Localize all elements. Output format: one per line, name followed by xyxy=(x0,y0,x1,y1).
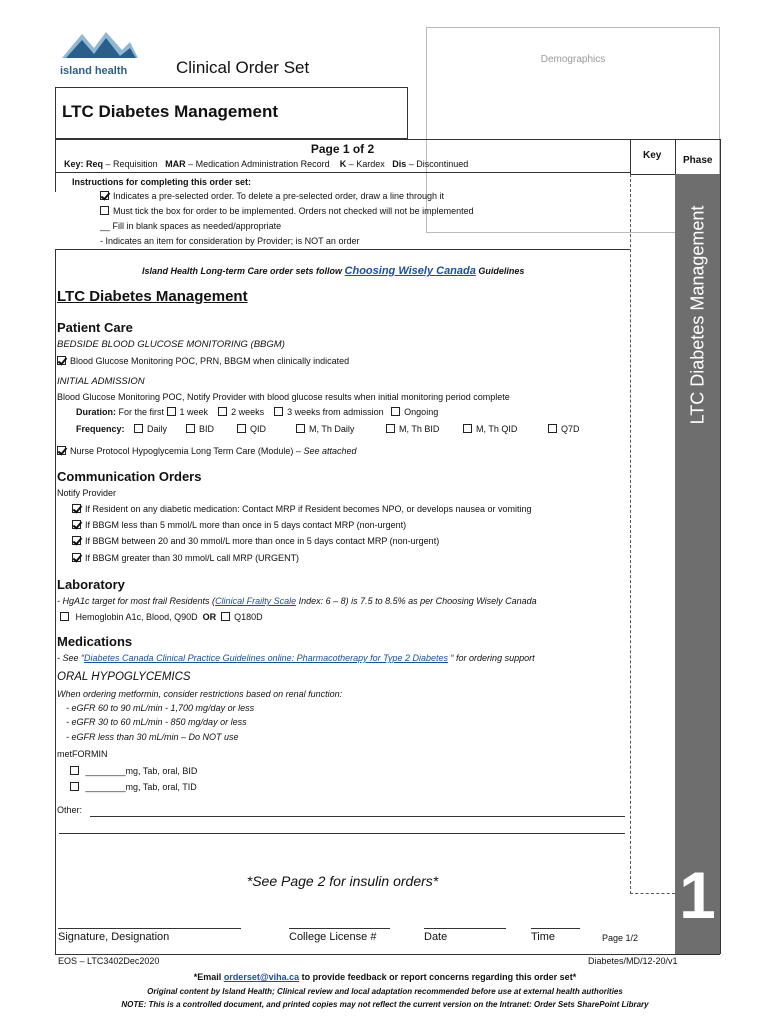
laboratory-title: Laboratory xyxy=(57,577,125,592)
duration-3-weeks: 3 weeks from admission xyxy=(287,407,384,417)
instruction-2-text: Must tick the box for order to be implemented. Orders not checked will not be implemented xyxy=(113,206,474,216)
egfr-2: - eGFR 30 to 60 mL/min - 850 mg/day or less xyxy=(66,717,247,727)
date-line[interactable] xyxy=(424,928,506,929)
comm-item-2[interactable] xyxy=(72,520,406,530)
preselected-checkbox-icon xyxy=(100,191,109,200)
comm-item-2-text: If BBGM less than 5 mmol/L more than once in 5 days contact MRP (non-urgent) xyxy=(85,520,407,530)
comm-item-4-text: If BBGM greater than 30 mmol/L call MRP (URGENT) xyxy=(85,553,300,563)
lab-or: OR xyxy=(202,612,217,622)
instruction-3: __ Fill in blank spaces as needed/appropriate xyxy=(100,221,282,231)
phase-column-header: Phase xyxy=(683,155,713,166)
comm-item-4[interactable] xyxy=(72,553,299,563)
key-dis-desc: – Discontinued xyxy=(406,159,469,169)
page-indicator: Page 1 of 2 xyxy=(310,142,375,156)
duration-2-weeks-checkbox[interactable] xyxy=(218,407,227,416)
duration-label: Duration: xyxy=(76,407,116,417)
metformin-tid-checkbox[interactable] xyxy=(70,782,79,791)
patient-care-title: Patient Care xyxy=(57,320,133,335)
metformin-bid-text: ________mg, Tab, oral, BID xyxy=(85,766,198,776)
form-code: Diabetes/MD/12-20/v1 xyxy=(588,956,678,966)
lab-order-a: Hemoglobin A1c, Blood, Q90D xyxy=(75,612,198,622)
time-label: Time xyxy=(531,931,556,943)
key-label: Key: xyxy=(64,159,84,169)
signature-label: Signature, Designation xyxy=(58,931,170,943)
key-mar-desc: – Medication Administration Record xyxy=(185,159,330,169)
other-line-1[interactable] xyxy=(90,816,625,817)
other-line-2[interactable] xyxy=(59,833,625,834)
bbgm-order-text: Blood Glucose Monitoring POC, PRN, BBGM when clinically indicated xyxy=(70,356,350,366)
hba1c-q180d-checkbox[interactable] xyxy=(221,612,230,621)
comm-checkbox-2[interactable] xyxy=(72,520,81,529)
protocol-order[interactable] xyxy=(57,446,356,456)
date-label: Date xyxy=(424,931,448,943)
island-health-logo xyxy=(60,28,140,78)
initial-admission-title: INITIAL ADMISSION xyxy=(57,376,145,387)
signature-line[interactable] xyxy=(58,928,241,929)
side-divider-key xyxy=(630,139,631,174)
freq-bid-text: BID xyxy=(199,424,215,434)
freq-qid-text: QID xyxy=(250,424,267,434)
demographics-label: Demographics xyxy=(540,54,606,65)
oral-hypoglycemics-title: ORAL HYPOGLYCEMICS xyxy=(57,671,191,683)
eos-code: EOS – LTC3402Dec2020 xyxy=(58,956,160,966)
bbgm-title: BEDSIDE BLOOD GLUCOSE MONITORING (BBGM) xyxy=(57,339,285,350)
empty-checkbox-icon xyxy=(100,206,109,215)
instruction-1 xyxy=(100,191,444,201)
duration-3-weeks-checkbox[interactable] xyxy=(274,407,283,416)
med-see-suffix: “ for ordering support xyxy=(448,653,535,663)
freq-q7d-text: Q7D xyxy=(561,424,580,434)
key-mar: MAR xyxy=(165,159,186,169)
bbgm-order[interactable] xyxy=(57,356,349,366)
duration-1-week-checkbox[interactable] xyxy=(167,407,176,416)
section-title: LTC Diabetes Management xyxy=(57,288,248,305)
clinical-frailty-scale-link[interactable]: Clinical Frailty Scale xyxy=(215,596,297,606)
freq-mth-bid[interactable] xyxy=(386,424,439,434)
frame-left xyxy=(55,139,56,192)
duration-row xyxy=(76,407,438,417)
mountain-logo-icon xyxy=(60,28,140,62)
freq-daily[interactable] xyxy=(134,424,167,434)
email-prefix: *Email xyxy=(193,972,224,982)
other-label: Other: xyxy=(57,805,83,815)
metformin-label: metFORMIN xyxy=(57,749,108,759)
choosing-wisely-link[interactable]: Choosing Wisely Canada xyxy=(344,265,476,277)
insulin-note: *See Page 2 for insulin orders* xyxy=(246,873,439,889)
comm-item-3-text: If BBGM between 20 and 30 mmol/L more than once in 5 days contact MRP (non-urgent) xyxy=(85,536,440,546)
frame-divider-row xyxy=(55,172,630,173)
duration-ongoing: Ongoing xyxy=(404,407,439,417)
key-k: K xyxy=(339,159,347,169)
lab-order-b: Q180D xyxy=(234,612,263,622)
key-dashed-left xyxy=(630,174,631,894)
license-label: College License # xyxy=(289,931,377,943)
med-see xyxy=(57,653,535,663)
instruction-2 xyxy=(100,206,474,216)
metformin-tid[interactable] xyxy=(70,782,197,792)
orderset-email-link[interactable]: orderset@viha.ca xyxy=(223,972,300,982)
duration-ongoing-checkbox[interactable] xyxy=(391,407,400,416)
phase-page-number: 1 xyxy=(679,858,716,932)
comm-checkbox-3[interactable] xyxy=(72,536,81,545)
freq-qid[interactable] xyxy=(237,424,266,434)
hba1c-q90d-checkbox[interactable] xyxy=(60,612,69,621)
key-dis: Dis xyxy=(392,159,407,169)
instructions-divider xyxy=(55,249,630,250)
egfr-3: - eGFR less than 30 mL/min – Do NOT use xyxy=(66,732,239,742)
metformin-bid[interactable] xyxy=(70,766,197,776)
communication-title: Communication Orders xyxy=(57,469,202,484)
key-k-desc: – Kardex xyxy=(346,159,385,169)
comm-item-3[interactable] xyxy=(72,536,439,546)
egfr-1: - eGFR 60 to 90 mL/min - 1,700 mg/day or less xyxy=(66,703,255,713)
freq-mth-daily-text: M, Th Daily xyxy=(309,424,355,434)
duration-1-week: 1 week xyxy=(179,407,209,417)
phase-vertical-title-text: LTC Diabetes Management xyxy=(687,205,708,425)
frame-bottom xyxy=(55,954,720,955)
wisely-suffix: Guidelines xyxy=(475,266,525,276)
key-req-desc: – Requisition xyxy=(103,159,158,169)
key-req: Req xyxy=(86,159,104,169)
metformin-bid-checkbox[interactable] xyxy=(70,766,79,775)
lab-note-suffix: Index: 6 – 8) is 7.5 to 8.5% as per Choosing Wisely Canada xyxy=(296,596,537,606)
phase-vertical-title-render xyxy=(688,206,709,425)
freq-bid[interactable] xyxy=(186,424,214,434)
key-row xyxy=(64,159,468,169)
frequency-label: Frequency: xyxy=(76,424,125,434)
comm-item-1[interactable] xyxy=(72,504,532,514)
freq-q7d[interactable] xyxy=(548,424,580,434)
page-of-label: Page 1/2 xyxy=(602,933,639,943)
main-frame-top xyxy=(55,139,720,140)
side-divider-phase xyxy=(675,139,676,174)
metformin-tid-text: ________mg, Tab, oral, TID xyxy=(85,782,197,792)
freq-mth-bid-text: M, Th BID xyxy=(399,424,440,434)
frame-right xyxy=(720,139,721,954)
page-title: LTC Diabetes Management xyxy=(62,102,279,121)
lab-note-prefix: - HgA1c target for most frail Residents ( xyxy=(57,596,216,606)
protocol-see: See attached xyxy=(303,446,357,456)
instruction-1-text: Indicates a pre-selected order. To delete a pre-selected order, draw a line through it xyxy=(113,191,445,201)
protocol-text: Nurse Protocol Hypoglycemia Long Term Care (Module) – xyxy=(70,446,304,456)
logo-text: island health xyxy=(60,65,128,77)
time-line[interactable] xyxy=(531,928,580,929)
freq-mth-qid-text: M, Th QID xyxy=(476,424,518,434)
key-dashed-bottom xyxy=(630,893,675,894)
duration-for: For the first xyxy=(116,407,167,417)
frequency-row xyxy=(76,424,596,438)
initial-order: Blood Glucose Monitoring POC, Notify Provider with blood glucose results when initial monitoring period complete xyxy=(57,392,510,402)
lab-note xyxy=(57,596,537,606)
frame-left-main xyxy=(55,249,56,954)
email-suffix: to provide feedback or report concerns regarding this order set* xyxy=(299,972,577,982)
wisely-prefix: Island Health Long-term Care order sets follow xyxy=(142,266,345,276)
freq-daily-text: Daily xyxy=(147,424,168,434)
controlled-note: NOTE: This is a controlled document, and printed copies may not reflect the current version on the Intranet: Order Sets SharePoint Library xyxy=(121,1000,649,1009)
key-column-header: Key xyxy=(643,150,662,161)
med-see-prefix: - See “ xyxy=(57,653,85,663)
instructions-title: Instructions for completing this order set: xyxy=(72,177,252,187)
diabetes-canada-link[interactable]: Diabetes Canada Clinical Practice Guidelines online: Pharmacotherapy for Type 2 Diabetes xyxy=(84,653,449,663)
instruction-4: - Indicates an item for consideration by Provider; is NOT an order xyxy=(100,236,360,246)
comm-item-1-text: If Resident on any diabetic medication: Contact MRP if Resident becomes NPO, or develops nausea or vomiting xyxy=(85,504,532,514)
email-line xyxy=(0,972,770,982)
clinical-order-set-label: Clinical Order Set xyxy=(176,58,310,77)
lab-order xyxy=(60,612,263,622)
freq-mth-daily[interactable] xyxy=(296,424,354,434)
duration-2-weeks: 2 weeks xyxy=(231,407,265,417)
protocol-checkbox[interactable] xyxy=(57,446,66,455)
metformin-note: When ordering metformin, consider restrictions based on renal function: xyxy=(57,689,343,699)
license-line[interactable] xyxy=(289,928,390,929)
title-box xyxy=(55,87,408,139)
freq-mth-qid[interactable] xyxy=(463,424,517,434)
medications-title: Medications xyxy=(57,634,133,649)
wisely-line xyxy=(142,265,524,277)
bbgm-checkbox[interactable] xyxy=(57,356,66,365)
original-content: Original content by Island Health; Clinical review and local adaptation recommended before use at external health authorities xyxy=(147,987,623,996)
comm-checkbox-4[interactable] xyxy=(72,553,81,562)
notify-provider: Notify Provider xyxy=(57,488,117,498)
comm-checkbox-1[interactable] xyxy=(72,504,81,513)
